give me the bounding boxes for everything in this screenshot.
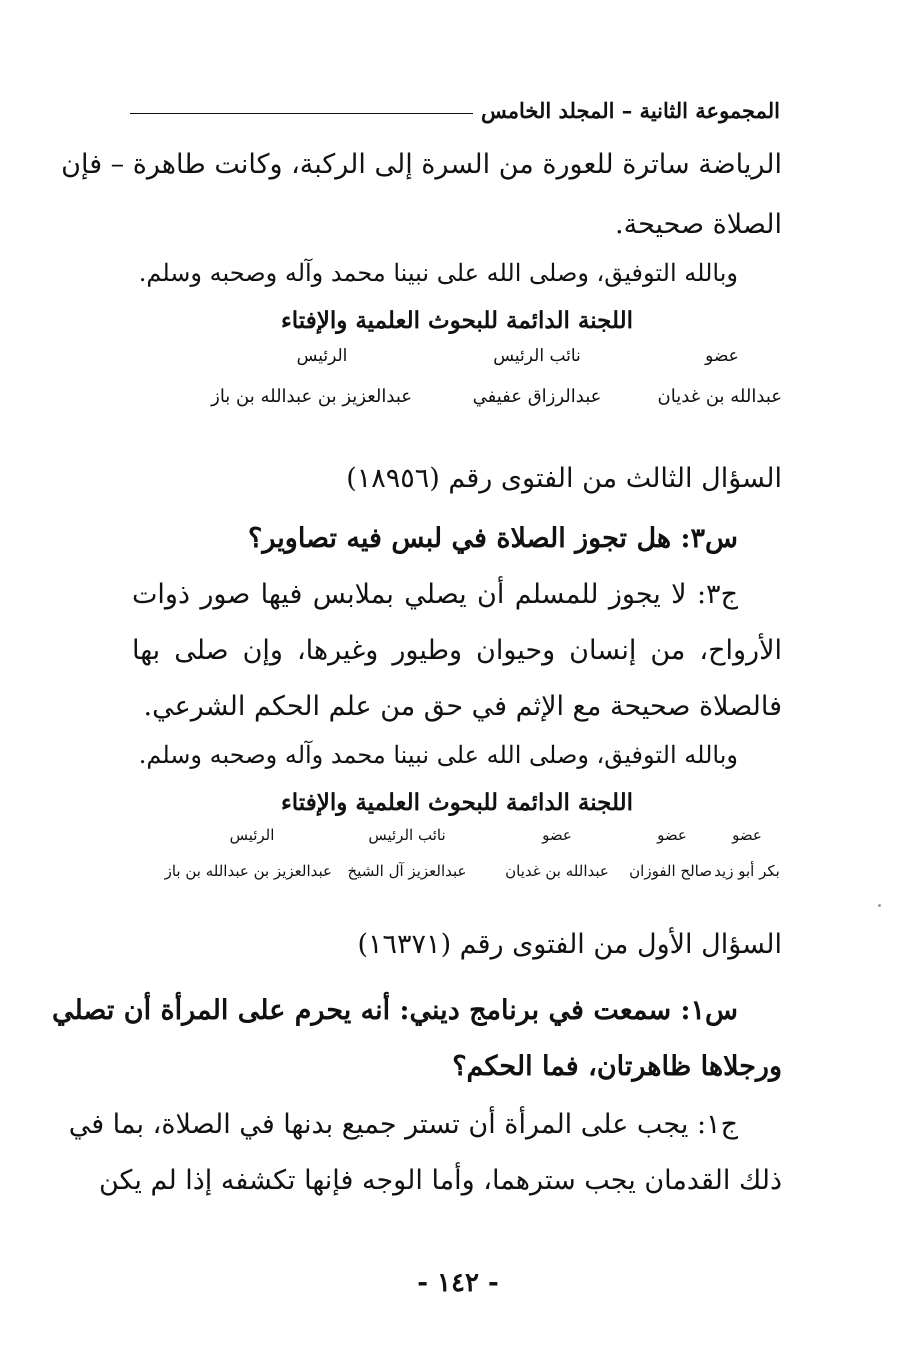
- answer-line: ج٣: لا يجوز للمسلم أن يصلي بملابس فيها صور ذوات: [132, 579, 738, 610]
- signatory-role: عضو: [542, 826, 572, 844]
- signatory-names: [132, 862, 782, 880]
- signatory-role: عضو: [657, 826, 687, 844]
- answer-line: فالصلاة صحيحة مع الإثم في حق من علم الحكم الشرعي.: [143, 691, 782, 722]
- signatory-name: عبدالله بن غديان: [657, 386, 782, 407]
- question-text: س١: سمعت في برنامج ديني: أنه يحرم على المرأة أن تصلي: [51, 995, 738, 1026]
- paragraph-line: الرياضة ساترة للعورة من السرة إلى الركبة، وكانت طاهرة – فإن: [61, 149, 782, 180]
- signatory-roles: [132, 826, 782, 844]
- signatory-role: نائب الرئيس: [368, 826, 446, 844]
- question-text: ورجلاها ظاهرتان، فما الحكم؟: [452, 1051, 782, 1082]
- signatory-name: عبدالعزيز بن عبدالله بن باز: [164, 862, 332, 880]
- scan-speck: [878, 904, 881, 907]
- answer-line: ذلك القدمان يجب سترهما، وأما الوجه فإنها تكشفه إذا لم يكن: [98, 1165, 782, 1196]
- page-number: - ١٤٢ -: [417, 1268, 499, 1298]
- signatory-roles: [132, 346, 782, 366]
- signatory-role: نائب الرئيس: [493, 346, 581, 366]
- answer-line: ج١: يجب على المرأة أن تستر جميع بدنها في الصلاة، بما في: [68, 1109, 738, 1140]
- closing-formula: وبالله التوفيق، وصلى الله على نبينا محمد وآله وصحبه وسلم.: [138, 259, 738, 287]
- signatory-name: صالح الفوزان: [629, 862, 712, 880]
- signatory-role: الرئيس: [229, 826, 275, 844]
- committee-title: اللجنة الدائمة للبحوث العلمية والإفتاء: [280, 789, 634, 816]
- question-text: س٣: هل تجوز الصلاة في لبس فيه تصاوير؟: [248, 523, 738, 554]
- signatory-name: عبدالعزيز بن عبدالله بن باز: [211, 386, 412, 407]
- closing-formula: وبالله التوفيق، وصلى الله على نبينا محمد وآله وصحبه وسلم.: [138, 741, 738, 769]
- fatwa-reference: السؤال الأول من الفتوى رقم (١٦٣٧١): [357, 929, 782, 960]
- answer-line: الأرواح، من إنسان وحيوان وطيور وغيرها، وإن صلى بها: [132, 635, 782, 666]
- signatory-name: عبدالعزيز آل الشيخ: [347, 862, 467, 880]
- header-rule: [130, 113, 473, 114]
- committee-title: اللجنة الدائمة للبحوث العلمية والإفتاء: [280, 307, 634, 334]
- signatory-role: عضو: [705, 346, 739, 366]
- signatory-names: [132, 386, 782, 407]
- running-header: [130, 92, 780, 128]
- signatory-role: عضو: [732, 826, 762, 844]
- signatory-role: الرئيس: [296, 346, 348, 366]
- signatory-name: بكر أبو زيد: [714, 862, 780, 880]
- fatwa-reference: السؤال الثالث من الفتوى رقم (١٨٩٥٦): [346, 463, 782, 494]
- signatory-name: عبدالله بن غديان: [505, 862, 609, 880]
- paragraph-line: الصلاة صحيحة.: [615, 209, 782, 240]
- running-title: المجموعة الثانية – المجلد الخامس: [481, 97, 780, 123]
- signatory-name: عبدالرزاق عفيفي: [472, 386, 602, 407]
